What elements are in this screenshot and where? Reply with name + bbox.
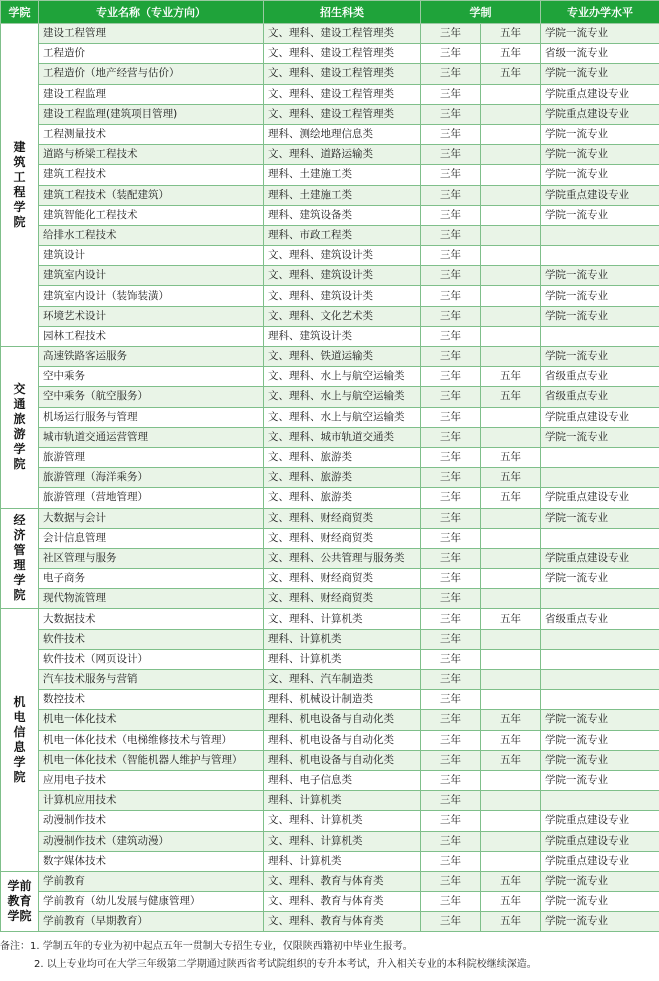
subjects-cell: 文、理科、铁道运输类 [264, 347, 421, 367]
table-row [1, 690, 659, 710]
duration-3yr-cell: 三年 [421, 770, 481, 790]
level-cell: 学院重点建设专业 [541, 851, 659, 871]
college-name: 经济管理学院 [13, 513, 26, 603]
major-name-cell: 机场运行服务与管理 [39, 407, 264, 427]
duration-5yr-cell: 五年 [481, 447, 541, 467]
level-cell: 学院一流专业 [541, 266, 659, 286]
table-row [1, 306, 659, 326]
college-name-cell [1, 347, 39, 509]
duration-3yr-cell: 三年 [421, 811, 481, 831]
table-row [1, 266, 659, 286]
level-cell [541, 246, 659, 266]
table-row [1, 387, 659, 407]
duration-3yr-cell: 三年 [421, 145, 481, 165]
subjects-cell: 文、理科、财经商贸类 [264, 569, 421, 589]
duration-5yr-cell [481, 145, 541, 165]
notes [0, 938, 659, 974]
duration-3yr-cell: 三年 [421, 912, 481, 932]
subjects-cell: 理科、机械设计制造类 [264, 690, 421, 710]
major-name-cell: 现代物流管理 [39, 589, 264, 609]
duration-3yr-cell: 三年 [421, 750, 481, 770]
duration-3yr-cell: 三年 [421, 387, 481, 407]
subjects-cell: 文、理科、水上与航空运输类 [264, 407, 421, 427]
table-row [1, 64, 659, 84]
duration-3yr-cell: 三年 [421, 710, 481, 730]
level-cell [541, 690, 659, 710]
major-name-cell: 大数据技术 [39, 609, 264, 629]
duration-5yr-cell [481, 266, 541, 286]
subjects-cell: 理科、计算机类 [264, 649, 421, 669]
duration-3yr-cell: 三年 [421, 306, 481, 326]
header-college: 学院 [1, 1, 39, 24]
subjects-cell: 文、理科、建设工程管理类 [264, 44, 421, 64]
major-name-cell: 社区管理与服务 [39, 548, 264, 568]
duration-3yr-cell: 三年 [421, 104, 481, 124]
duration-3yr-cell: 三年 [421, 326, 481, 346]
subjects-cell: 文、理科、汽车制造类 [264, 670, 421, 690]
duration-5yr-cell [481, 165, 541, 185]
level-cell: 学院一流专业 [541, 427, 659, 447]
level-cell: 学院一流专业 [541, 124, 659, 144]
subjects-cell: 文、理科、道路运输类 [264, 145, 421, 165]
duration-5yr-cell [481, 670, 541, 690]
level-cell [541, 468, 659, 488]
duration-5yr-cell [481, 347, 541, 367]
major-name-cell: 建筑设计 [39, 246, 264, 266]
table-row [1, 892, 659, 912]
level-cell: 学院重点建设专业 [541, 185, 659, 205]
college-name-cell [1, 24, 39, 347]
table-row [1, 427, 659, 447]
table-row [1, 528, 659, 548]
duration-3yr-cell: 三年 [421, 266, 481, 286]
subjects-cell: 理科、计算机类 [264, 791, 421, 811]
duration-3yr-cell: 三年 [421, 44, 481, 64]
level-cell: 学院一流专业 [541, 508, 659, 528]
duration-3yr-cell: 三年 [421, 427, 481, 447]
duration-5yr-cell: 五年 [481, 387, 541, 407]
table-row [1, 548, 659, 568]
duration-3yr-cell: 三年 [421, 528, 481, 548]
table-row [1, 246, 659, 266]
college-name-cell [1, 508, 39, 609]
duration-5yr-cell [481, 286, 541, 306]
major-name-cell: 软件技术（网页设计） [39, 649, 264, 669]
subjects-cell: 文、理科、旅游类 [264, 447, 421, 467]
table-row [1, 589, 659, 609]
level-cell: 学院一流专业 [541, 205, 659, 225]
duration-3yr-cell: 三年 [421, 64, 481, 84]
duration-3yr-cell: 三年 [421, 24, 481, 44]
duration-5yr-cell [481, 185, 541, 205]
college-name: 学前教育学院 [7, 879, 32, 924]
major-name-cell: 学前教育（幼儿发展与健康管理） [39, 892, 264, 912]
major-name-cell: 道路与桥梁工程技术 [39, 145, 264, 165]
duration-3yr-cell: 三年 [421, 447, 481, 467]
duration-3yr-cell: 三年 [421, 225, 481, 245]
major-name-cell: 建筑工程技术（装配建筑） [39, 185, 264, 205]
level-cell: 学院一流专业 [541, 871, 659, 891]
duration-5yr-cell: 五年 [481, 488, 541, 508]
subjects-cell: 理科、机电设备与自动化类 [264, 710, 421, 730]
duration-3yr-cell: 三年 [421, 185, 481, 205]
level-cell: 学院一流专业 [541, 165, 659, 185]
duration-5yr-cell [481, 246, 541, 266]
duration-5yr-cell: 五年 [481, 710, 541, 730]
header-duration: 学制 [421, 1, 541, 24]
major-name-cell: 建设工程监理(建筑项目管理) [39, 104, 264, 124]
duration-3yr-cell: 三年 [421, 205, 481, 225]
subjects-cell: 文、理科、公共管理与服务类 [264, 548, 421, 568]
college-name-cell [1, 871, 39, 932]
duration-5yr-cell [481, 326, 541, 346]
table-row [1, 670, 659, 690]
level-cell [541, 791, 659, 811]
subjects-cell: 理科、土建施工类 [264, 165, 421, 185]
subjects-cell: 文、理科、财经商贸类 [264, 508, 421, 528]
table-row [1, 730, 659, 750]
level-cell: 学院一流专业 [541, 24, 659, 44]
subjects-cell: 文、理科、教育与体育类 [264, 871, 421, 891]
duration-3yr-cell: 三年 [421, 508, 481, 528]
duration-5yr-cell [481, 629, 541, 649]
table-header-row [1, 1, 659, 24]
major-name-cell: 给排水工程技术 [39, 225, 264, 245]
duration-5yr-cell [481, 851, 541, 871]
duration-3yr-cell: 三年 [421, 871, 481, 891]
table-row [1, 871, 659, 891]
table-row [1, 468, 659, 488]
subjects-cell: 文、理科、计算机类 [264, 811, 421, 831]
duration-3yr-cell: 三年 [421, 831, 481, 851]
subjects-cell: 理科、电子信息类 [264, 770, 421, 790]
subjects-cell: 文、理科、计算机类 [264, 609, 421, 629]
major-name-cell: 高速铁路客运服务 [39, 347, 264, 367]
table-row [1, 407, 659, 427]
table-row [1, 508, 659, 528]
major-name-cell: 工程测量技术 [39, 124, 264, 144]
duration-3yr-cell: 三年 [421, 730, 481, 750]
duration-5yr-cell [481, 84, 541, 104]
college-name: 交通旅游学院 [13, 382, 26, 472]
subjects-cell: 文、理科、水上与航空运输类 [264, 367, 421, 387]
subjects-cell: 文、理科、教育与体育类 [264, 892, 421, 912]
subjects-cell: 理科、计算机类 [264, 629, 421, 649]
subjects-cell: 文、理科、财经商贸类 [264, 528, 421, 548]
level-cell: 省级重点专业 [541, 609, 659, 629]
table-row [1, 44, 659, 64]
table-row [1, 347, 659, 367]
duration-5yr-cell: 五年 [481, 609, 541, 629]
table-row [1, 367, 659, 387]
subjects-cell: 文、理科、建设工程管理类 [264, 64, 421, 84]
table-row [1, 851, 659, 871]
table-row [1, 185, 659, 205]
major-name-cell: 旅游管理（营地管理） [39, 488, 264, 508]
subjects-cell: 理科、建筑设计类 [264, 326, 421, 346]
table-row [1, 84, 659, 104]
level-cell [541, 629, 659, 649]
table-body [1, 24, 659, 932]
table-row [1, 912, 659, 932]
table-row [1, 791, 659, 811]
subjects-cell: 文、理科、旅游类 [264, 488, 421, 508]
level-cell: 学院一流专业 [541, 286, 659, 306]
level-cell [541, 589, 659, 609]
duration-5yr-cell [481, 831, 541, 851]
duration-5yr-cell: 五年 [481, 871, 541, 891]
duration-3yr-cell: 三年 [421, 589, 481, 609]
major-name-cell: 大数据与会计 [39, 508, 264, 528]
major-name-cell: 学前教育 [39, 871, 264, 891]
level-cell: 学院一流专业 [541, 892, 659, 912]
level-cell [541, 528, 659, 548]
major-name-cell: 数控技术 [39, 690, 264, 710]
duration-3yr-cell: 三年 [421, 851, 481, 871]
duration-3yr-cell: 三年 [421, 569, 481, 589]
subjects-cell: 文、理科、计算机类 [264, 831, 421, 851]
subjects-cell: 文、理科、建设工程管理类 [264, 24, 421, 44]
table-row [1, 447, 659, 467]
major-name-cell: 旅游管理 [39, 447, 264, 467]
duration-5yr-cell [481, 427, 541, 447]
college-name-cell [1, 609, 39, 871]
subjects-cell: 文、理科、建设工程管理类 [264, 84, 421, 104]
subjects-cell: 理科、机电设备与自动化类 [264, 730, 421, 750]
level-cell: 学院一流专业 [541, 347, 659, 367]
table-row [1, 629, 659, 649]
duration-5yr-cell [481, 306, 541, 326]
level-cell: 学院重点建设专业 [541, 407, 659, 427]
subjects-cell: 文、理科、建设工程管理类 [264, 104, 421, 124]
major-name-cell: 工程造价 [39, 44, 264, 64]
duration-3yr-cell: 三年 [421, 629, 481, 649]
duration-5yr-cell: 五年 [481, 730, 541, 750]
level-cell: 学院一流专业 [541, 145, 659, 165]
duration-3yr-cell: 三年 [421, 892, 481, 912]
major-name-cell: 机电一体化技术（智能机器人维护与管理） [39, 750, 264, 770]
level-cell: 学院重点建设专业 [541, 811, 659, 831]
subjects-cell: 文、理科、建筑设计类 [264, 246, 421, 266]
duration-5yr-cell [481, 508, 541, 528]
table-row [1, 710, 659, 730]
duration-5yr-cell: 五年 [481, 64, 541, 84]
subjects-cell: 理科、机电设备与自动化类 [264, 750, 421, 770]
header-major-name: 专业名称（专业方向） [39, 1, 264, 24]
subjects-cell: 文、理科、财经商贸类 [264, 589, 421, 609]
duration-3yr-cell: 三年 [421, 649, 481, 669]
table-row [1, 750, 659, 770]
major-name-cell: 空中乘务（航空服务） [39, 387, 264, 407]
level-cell [541, 326, 659, 346]
duration-5yr-cell: 五年 [481, 44, 541, 64]
subjects-cell: 文、理科、教育与体育类 [264, 912, 421, 932]
table-row [1, 24, 659, 44]
level-cell: 学院重点建设专业 [541, 831, 659, 851]
table-row [1, 649, 659, 669]
level-cell [541, 670, 659, 690]
major-name-cell: 建设工程管理 [39, 24, 264, 44]
major-name-cell: 软件技术 [39, 629, 264, 649]
level-cell: 省级重点专业 [541, 367, 659, 387]
duration-5yr-cell: 五年 [481, 367, 541, 387]
duration-5yr-cell [481, 649, 541, 669]
level-cell: 学院一流专业 [541, 750, 659, 770]
duration-3yr-cell: 三年 [421, 690, 481, 710]
table-row [1, 569, 659, 589]
subjects-cell: 文、理科、建筑设计类 [264, 286, 421, 306]
level-cell: 学院重点建设专业 [541, 104, 659, 124]
duration-3yr-cell: 三年 [421, 488, 481, 508]
major-name-cell: 会计信息管理 [39, 528, 264, 548]
duration-3yr-cell: 三年 [421, 165, 481, 185]
major-name-cell: 汽车技术服务与营销 [39, 670, 264, 690]
duration-3yr-cell: 三年 [421, 84, 481, 104]
subjects-cell: 理科、计算机类 [264, 851, 421, 871]
major-name-cell: 动漫制作技术（建筑动漫） [39, 831, 264, 851]
duration-5yr-cell [481, 811, 541, 831]
duration-5yr-cell: 五年 [481, 912, 541, 932]
level-cell [541, 649, 659, 669]
level-cell: 学院重点建设专业 [541, 548, 659, 568]
table-row [1, 104, 659, 124]
major-name-cell: 旅游管理（海洋乘务） [39, 468, 264, 488]
duration-3yr-cell: 三年 [421, 286, 481, 306]
table-row [1, 165, 659, 185]
header-level: 专业办学水平 [541, 1, 659, 24]
college-name: 建筑工程学院 [13, 140, 26, 229]
duration-5yr-cell [481, 205, 541, 225]
level-cell: 学院一流专业 [541, 912, 659, 932]
duration-3yr-cell: 三年 [421, 609, 481, 629]
duration-5yr-cell [481, 528, 541, 548]
major-name-cell: 机电一体化技术（电梯维修技术与管理） [39, 730, 264, 750]
header-subjects: 招生科类 [264, 1, 421, 24]
major-name-cell: 建设工程监理 [39, 84, 264, 104]
duration-5yr-cell [481, 589, 541, 609]
duration-3yr-cell: 三年 [421, 124, 481, 144]
duration-5yr-cell [481, 104, 541, 124]
duration-3yr-cell: 三年 [421, 791, 481, 811]
level-cell: 学院一流专业 [541, 730, 659, 750]
duration-5yr-cell: 五年 [481, 468, 541, 488]
duration-5yr-cell [481, 548, 541, 568]
major-name-cell: 空中乘务 [39, 367, 264, 387]
subjects-cell: 文、理科、文化艺术类 [264, 306, 421, 326]
table-row [1, 831, 659, 851]
duration-5yr-cell: 五年 [481, 750, 541, 770]
level-cell: 学院重点建设专业 [541, 84, 659, 104]
duration-5yr-cell [481, 770, 541, 790]
duration-5yr-cell [481, 690, 541, 710]
duration-5yr-cell: 五年 [481, 24, 541, 44]
major-name-cell: 应用电子技术 [39, 770, 264, 790]
duration-3yr-cell: 三年 [421, 407, 481, 427]
major-name-cell: 城市轨道交通运营管理 [39, 427, 264, 447]
duration-3yr-cell: 三年 [421, 367, 481, 387]
level-cell: 学院一流专业 [541, 770, 659, 790]
duration-5yr-cell [481, 407, 541, 427]
subjects-cell: 文、理科、城市轨道交通类 [264, 427, 421, 447]
table-row [1, 609, 659, 629]
duration-3yr-cell: 三年 [421, 670, 481, 690]
major-name-cell: 建筑室内设计（装饰装潢） [39, 286, 264, 306]
level-cell: 学院一流专业 [541, 64, 659, 84]
major-name-cell: 电子商务 [39, 569, 264, 589]
level-cell: 省级重点专业 [541, 387, 659, 407]
duration-3yr-cell: 三年 [421, 246, 481, 266]
note-1: 备注：1. 学制五年的专业为初中起点五年一贯制大专招生专业，仅限陕西籍初中毕业生报考。 [0, 941, 413, 952]
subjects-cell: 文、理科、旅游类 [264, 468, 421, 488]
duration-3yr-cell: 三年 [421, 548, 481, 568]
major-name-cell: 机电一体化技术 [39, 710, 264, 730]
table-row [1, 124, 659, 144]
subjects-cell: 理科、市政工程类 [264, 225, 421, 245]
major-name-cell: 动漫制作技术 [39, 811, 264, 831]
duration-5yr-cell [481, 569, 541, 589]
level-cell: 省级一流专业 [541, 44, 659, 64]
duration-3yr-cell: 三年 [421, 347, 481, 367]
table-row [1, 286, 659, 306]
subjects-cell: 理科、土建施工类 [264, 185, 421, 205]
table-row [1, 770, 659, 790]
level-cell: 学院重点建设专业 [541, 488, 659, 508]
major-name-cell: 数字媒体技术 [39, 851, 264, 871]
college-name: 机电信息学院 [13, 695, 26, 785]
table-row [1, 488, 659, 508]
level-cell [541, 447, 659, 467]
major-name-cell: 建筑室内设计 [39, 266, 264, 286]
table-row [1, 811, 659, 831]
level-cell: 学院一流专业 [541, 569, 659, 589]
table-row [1, 205, 659, 225]
subjects-cell: 理科、测绘地理信息类 [264, 124, 421, 144]
duration-5yr-cell [481, 124, 541, 144]
subjects-cell: 文、理科、建筑设计类 [264, 266, 421, 286]
note-2: 2. 以上专业均可在大学三年级第二学期通过陕西省考试院组织的专升本考试，升入相关专业的本科院校继续深造。 [34, 959, 537, 970]
level-cell: 学院一流专业 [541, 306, 659, 326]
duration-5yr-cell [481, 791, 541, 811]
major-name-cell: 计算机应用技术 [39, 791, 264, 811]
subjects-cell: 理科、建筑设备类 [264, 205, 421, 225]
duration-3yr-cell: 三年 [421, 468, 481, 488]
level-cell: 学院一流专业 [541, 710, 659, 730]
subjects-cell: 文、理科、水上与航空运输类 [264, 387, 421, 407]
major-name-cell: 学前教育（早期教育） [39, 912, 264, 932]
major-name-cell: 建筑工程技术 [39, 165, 264, 185]
major-name-cell: 工程造价（地产经营与估价） [39, 64, 264, 84]
major-name-cell: 园林工程技术 [39, 326, 264, 346]
table-row [1, 326, 659, 346]
major-name-cell: 建筑智能化工程技术 [39, 205, 264, 225]
duration-5yr-cell: 五年 [481, 892, 541, 912]
duration-5yr-cell [481, 225, 541, 245]
level-cell [541, 225, 659, 245]
major-name-cell: 环境艺术设计 [39, 306, 264, 326]
table-row [1, 225, 659, 245]
table-row [1, 145, 659, 165]
